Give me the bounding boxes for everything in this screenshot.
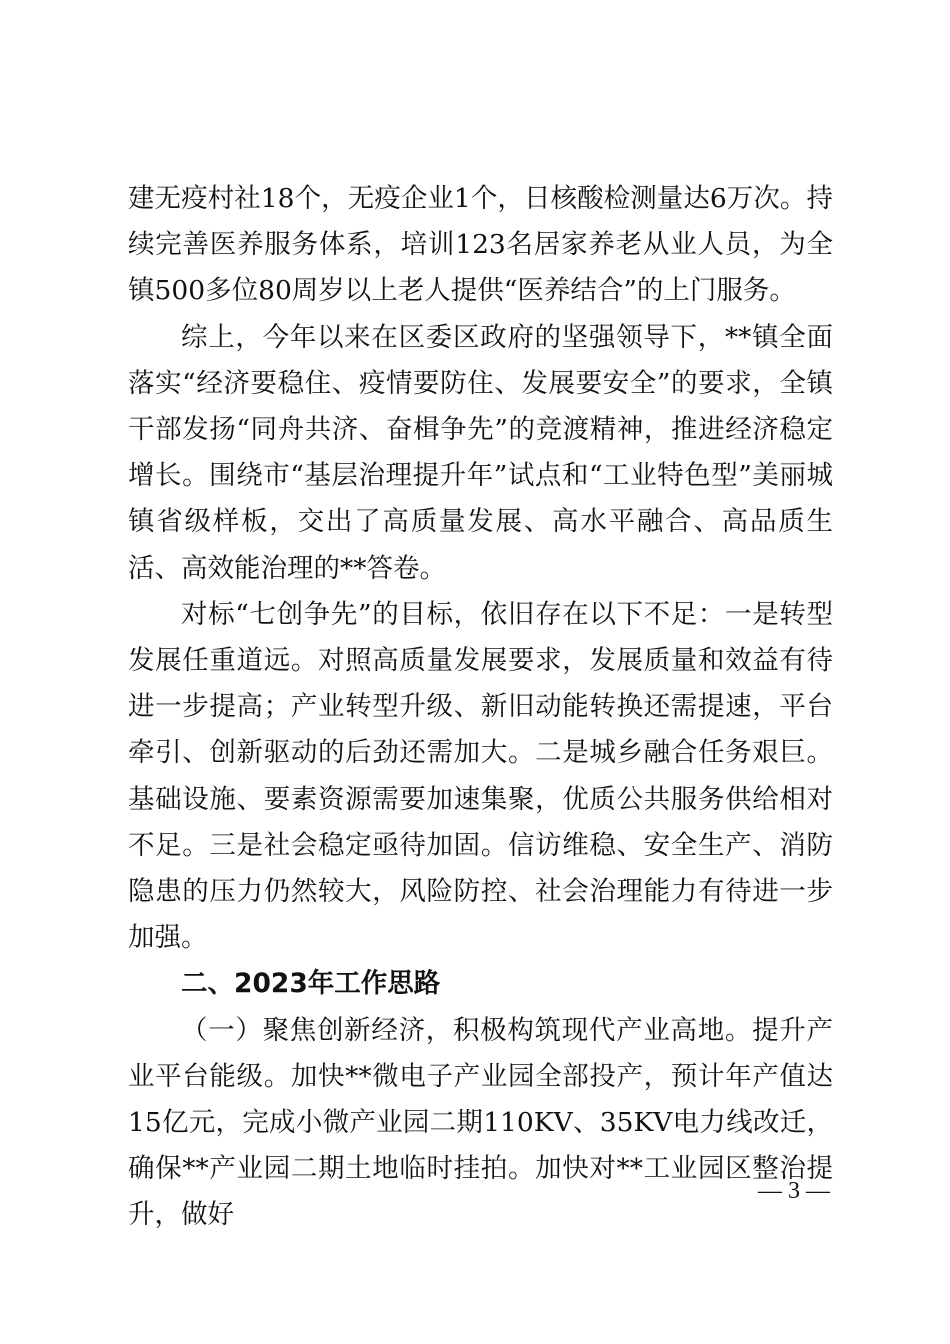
paragraph-shortcomings: 对标“七创争先”的目标，依旧存在以下不足：一是转型发展任重道远。对照高质量发展要求，发展质量和效益有待进一步提高；产业转型升级、新旧动能转换还需提速，平台牵引、创新驱动的后劲还需加大。二是城乡融合任务艰巨。基础设施、要素资源需要加速集聚，优质公共服务供给相对不足。三是社会稳定亟待加固。信访维稳、安全生产、消防隐患的压力仍然较大，风险防控、社会治理能力有待进一步加强。 [128, 598, 833, 954]
page-number: — 3 — [758, 1178, 830, 1204]
section-heading-2023-work-plan: 二、2023年工作思路 [181, 968, 441, 1000]
paragraph-summary: 综上，今年以来在区委区政府的坚强领导下，**镇全面落实“经济要稳住、疫情要防住、发展要安全”的要求，全镇干部发扬“同舟共济、奋楫争先”的竞渡精神，推进经济稳定增长。围绕市“基层治理提升年”试点和“工业特色型”美丽城镇省级样板，交出了高质量发展、高水平融合、高品质生活、高效能治理的**答卷。 [128, 321, 833, 584]
document-body [128, 176, 833, 1239]
paragraph-innovation-economy: （一）聚焦创新经济，积极构筑现代产业高地。提升产业平台能级。加快**微电子产业园全部投产，预计年产值达15亿元，完成小微产业园二期110KV、35KV电力线改迁，确保**产业园二期土地临时挂拍。加快对**工业园区整治提升，做好 [128, 1014, 833, 1231]
paragraph-epidemic-elderly-care: 建无疫村社18个，无疫企业1个，日核酸检测量达6万次。持续完善医养服务体系，培训123名居家养老从业人员，为全镇500多位80周岁以上老人提供“医养结合”的上门服务。 [128, 183, 833, 307]
